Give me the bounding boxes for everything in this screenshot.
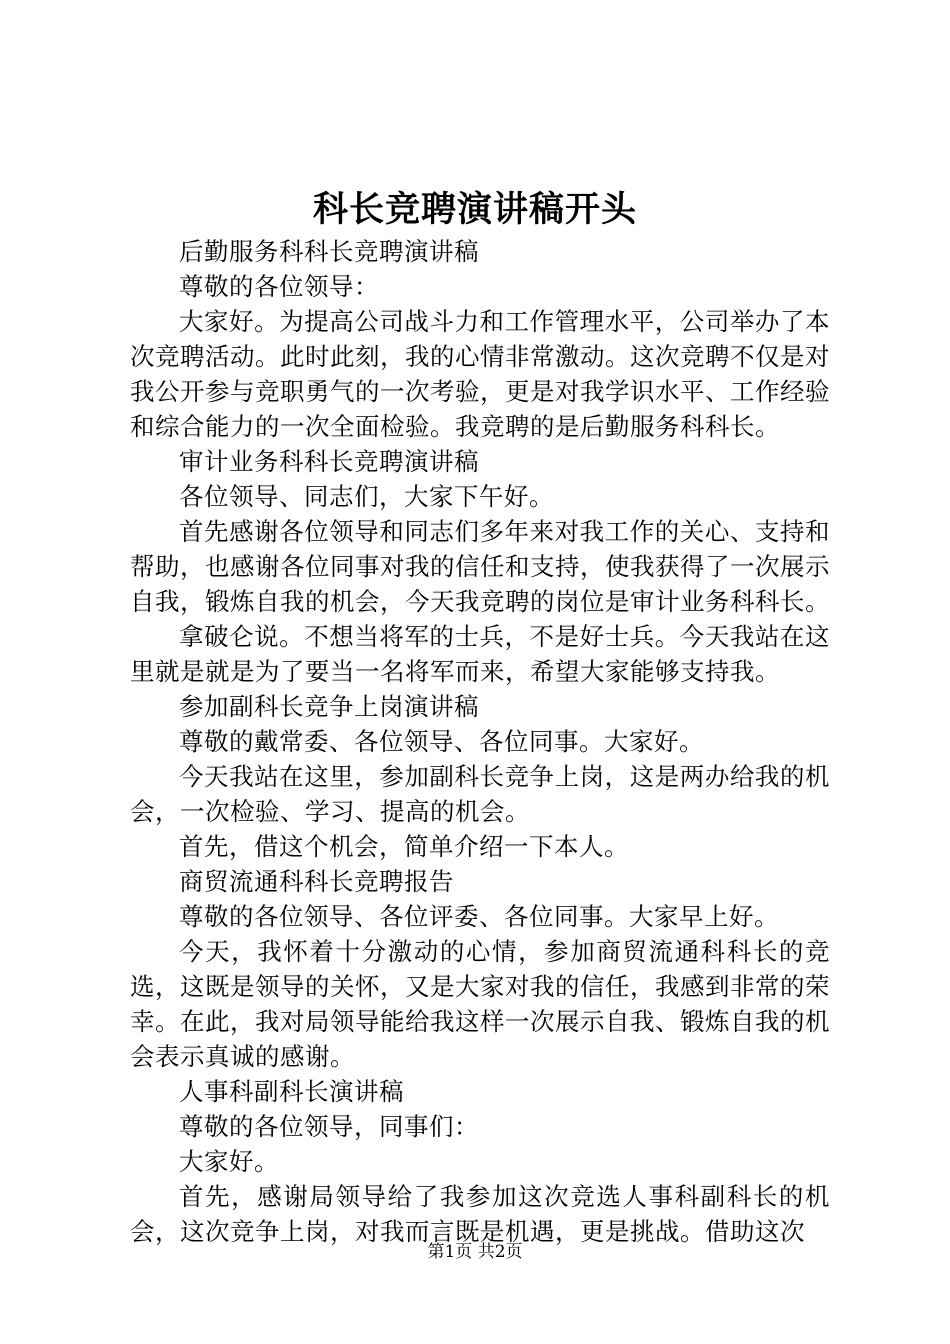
paragraph: 参加副科长竞争上岗演讲稿: [179, 692, 479, 721]
paragraph: 首先，感谢局领导给了我参加这次竞选人事科副科长的机会，这次竞争上岗，对我而言既是机遇，更是挑战。借助这次: [130, 1182, 830, 1246]
paragraph: 大家好。: [179, 1147, 279, 1176]
paragraph: 尊敬的各位领导、各位评委、各位同事。大家早上好。: [179, 902, 779, 931]
paragraph: 首先感谢各位领导和同志们多年来对我工作的关心、支持和帮助，也感谢各位同事对我的信任和支持，使我获得了一次展示自我，锻炼自我的机会，今天我竞聘的岗位是审计业务科科长。: [130, 517, 830, 616]
paragraph: 各位领导、同志们，大家下午好。: [179, 482, 554, 511]
paragraph: 尊敬的各位领导，同事们：: [179, 1112, 479, 1141]
paragraph: 审计业务科科长竞聘演讲稿: [179, 447, 479, 476]
paragraph: 今天我站在这里，参加副科长竞争上岗，这是两办给我的机会，一次检验、学习、提高的机会。: [130, 762, 830, 826]
paragraph: 首先，借这个机会，简单介绍一下本人。: [179, 832, 629, 861]
paragraph: 今天，我怀着十分激动的心情，参加商贸流通科科长的竞选，这既是领导的关怀，又是大家对我的信任，我感到非常的荣幸。在此，我对局领导能给我这样一次展示自我、锻炼自我的机会表示真诚的感谢。: [130, 937, 830, 1071]
paragraph: 尊敬的戴常委、各位领导、各位同事。大家好。: [179, 727, 704, 756]
paragraph: 尊敬的各位领导：: [179, 272, 379, 301]
paragraph: 拿破仑说。不想当将军的士兵，不是好士兵。今天我站在这里就是就是为了要当一名将军而来，希望大家能够支持我。: [130, 622, 830, 686]
document-title: 科长竞聘演讲稿开头: [312, 189, 637, 230]
paragraph: 商贸流通科科长竞聘报告: [179, 867, 454, 896]
document-body: [130, 234, 830, 1249]
page-footer: 第1页 共2页: [427, 1242, 523, 1262]
paragraph: 后勤服务科科长竞聘演讲稿: [179, 237, 479, 266]
paragraph: 大家好。为提高公司战斗力和工作管理水平，公司举办了本次竞聘活动。此时此刻，我的心情非常激动。这次竞聘不仅是对我公开参与竞职勇气的一次考验，更是对我学识水平、工作经验和综合能力的一次全面检验。我竞聘的是后勤服务科科长。: [130, 307, 830, 441]
paragraph: 人事科副科长演讲稿: [179, 1077, 404, 1106]
